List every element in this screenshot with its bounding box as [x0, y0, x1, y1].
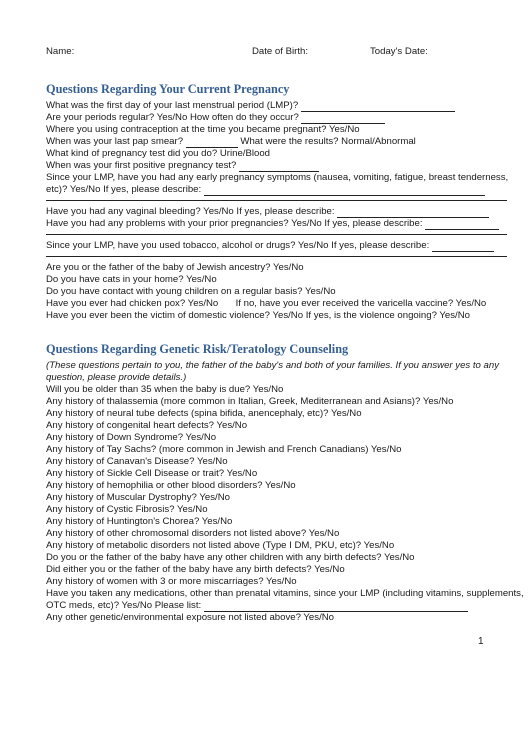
answer-rule[interactable] — [46, 256, 507, 257]
question-medications-cont: OTC meds, etc)? Yes/No Please list: — [46, 600, 468, 612]
section-title-genetic: Questions Regarding Genetic Risk/Teratology Counseling — [46, 342, 349, 356]
question-symptoms-cont: etc)? Yes/No If yes, please describe: — [46, 184, 485, 196]
question-thalassemia: Any history of thalassemia (more common in Italian, Greek, Mediterranean and Asians)? Yes/No — [46, 396, 454, 407]
question-cats: Do you have cats in your home? Yes/No — [46, 274, 217, 285]
question-pap-smear: When was your last pap smear? What were the results? Normal/Abnormal — [46, 136, 416, 147]
genetic-note: (These questions pertain to you, the father of the baby's and both of your families. If you answer yes to any — [46, 360, 499, 371]
question-other-children-defects: Do you or the father of the baby have any other children with any birth defects? Yes/No — [46, 552, 415, 563]
answer-rule[interactable] — [46, 200, 507, 201]
question-huntingtons: Any history of Huntington's Chorea? Yes/No — [46, 516, 233, 527]
section-title-pregnancy: Questions Regarding Your Current Pregnancy — [46, 82, 290, 96]
question-miscarriages: Any history of women with 3 or more miscarriages? Yes/No — [46, 576, 297, 587]
positive-test-field[interactable] — [239, 161, 319, 172]
question-down-syndrome: Any history of Down Syndrome? Yes/No — [46, 432, 217, 443]
answer-rule[interactable] — [46, 234, 507, 235]
question-sickle-cell: Any history of Sickle Cell Disease or trait? Yes/No — [46, 468, 258, 479]
prior-pregnancies-field[interactable] — [425, 219, 499, 230]
question-heart-defects: Any history of congenital heart defects? Yes/No — [46, 420, 248, 431]
question-periods: Are your periods regular? Yes/No How often do they occur? — [46, 112, 385, 124]
pap-smear-field[interactable] — [186, 137, 238, 148]
question-neural-tube: Any history of neural tube defects (spina bifida, anencephaly, etc)? Yes/No — [46, 408, 362, 419]
question-medications: Have you taken any medications, other than prenatal vitamins, since your LMP (including vitamins, supplements, — [46, 588, 524, 599]
question-chromosomal: Any history of other chromosomal disorders not listed above? Yes/No — [46, 528, 340, 539]
question-parent-defects: Did either you or the father of the baby have any birth defects? Yes/No — [46, 564, 345, 575]
question-chicken-pox: Have you ever had chicken pox? Yes/No If no, have you ever received the varicella vaccine? Yes/No — [46, 298, 487, 309]
question-canavan: Any history of Canavan's Disease? Yes/No — [46, 456, 228, 467]
header-row — [46, 46, 486, 60]
question-contraception: Where you using contraception at the time you became pregnant? Yes/No — [46, 124, 360, 135]
question-older-than-35: Will you be older than 35 when the baby is due? Yes/No — [46, 384, 284, 395]
question-domestic-violence: Have you ever been the victim of domestic violence? Yes/No If yes, is the violence ongoing? Yes/No — [46, 310, 470, 321]
question-symptoms: Since your LMP, have you had any early pregnancy symptoms (nausea, vomiting, fatigue, breast tenderness, — [46, 172, 509, 183]
question-pregnancy-test: What kind of pregnancy test did you do? Urine/Blood — [46, 148, 270, 159]
question-other-exposure: Any other genetic/environmental exposure not listed above? Yes/No — [46, 612, 334, 623]
today-label: Today's Date: — [370, 46, 428, 57]
question-metabolic: Any history of metabolic disorders not listed above (Type I DM, PKU, etc)? Yes/No — [46, 540, 395, 551]
question-prior-pregnancies: Have you had any problems with your prior pregnancies? Yes/No If yes, please describe: — [46, 218, 499, 230]
question-young-children: Do you have contact with young children on a regular basis? Yes/No — [46, 286, 336, 297]
period-frequency-field[interactable] — [301, 113, 385, 124]
question-vaginal-bleeding: Have you had any vaginal bleeding? Yes/No If yes, please describe: — [46, 206, 489, 218]
question-jewish-ancestry: Are you or the father of the baby of Jewish ancestry? Yes/No — [46, 262, 304, 273]
symptoms-field[interactable] — [204, 185, 485, 196]
question-hemophilia: Any history of hemophilia or other blood disorders? Yes/No — [46, 480, 296, 491]
bleeding-field[interactable] — [337, 207, 489, 218]
tobacco-field[interactable] — [432, 241, 494, 252]
question-muscular-dystrophy: Any history of Muscular Dystrophy? Yes/No — [46, 492, 230, 503]
question-cystic-fibrosis: Any history of Cystic Fibrosis? Yes/No — [46, 504, 208, 515]
dob-label: Date of Birth: — [252, 46, 308, 57]
question-lmp: What was the first day of your last menstrual period (LMP)? — [46, 100, 455, 112]
lmp-field[interactable] — [301, 101, 455, 112]
medications-field[interactable] — [204, 601, 468, 612]
question-tobacco: Since your LMP, have you used tobacco, alcohol or drugs? Yes/No If yes, please describe: — [46, 240, 494, 252]
genetic-note-cont: question, please provide details.) — [46, 372, 187, 383]
question-positive-test: When was your first positive pregnancy test? — [46, 160, 319, 172]
page-number: 1 — [478, 636, 484, 647]
name-label: Name: — [46, 46, 75, 57]
question-tay-sachs: Any history of Tay Sachs? (more common in Jewish and French Canadians) Yes/No — [46, 444, 402, 455]
